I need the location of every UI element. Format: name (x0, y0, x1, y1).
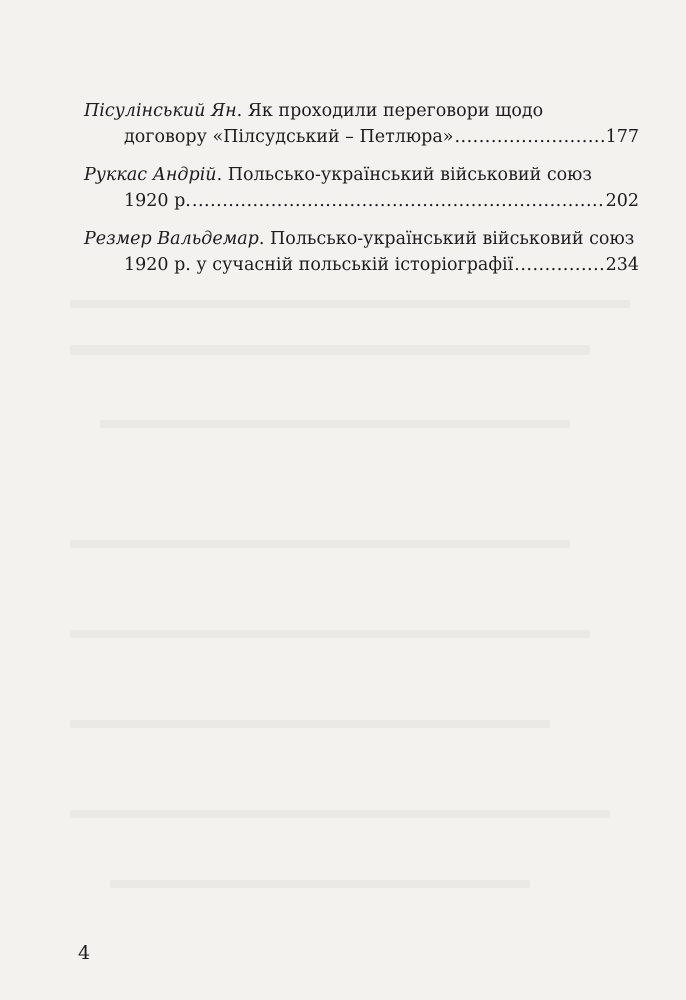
toc-entry-second-line (84, 124, 639, 150)
show-through-texture (70, 630, 590, 638)
toc-entry (84, 98, 639, 150)
toc-entry-second-line (84, 188, 639, 214)
show-through-texture (70, 810, 610, 818)
toc-page-number: 234 (605, 255, 639, 275)
show-through-texture (100, 420, 570, 428)
toc-entry-first-line (84, 98, 639, 124)
toc-entry (84, 162, 639, 214)
toc-entry-first-line (84, 226, 639, 252)
show-through-texture (70, 540, 570, 548)
toc-title: Польсько-український військовий союз (270, 229, 635, 249)
dot-leader (192, 188, 605, 214)
page-number: 4 (78, 942, 91, 964)
toc-page-number: 177 (605, 127, 639, 147)
table-of-contents (84, 98, 639, 290)
show-through-texture (70, 720, 550, 728)
toc-title: Польсько-український військовий союз (227, 165, 592, 185)
toc-entry (84, 226, 639, 278)
toc-title-continued: 1920 р. (124, 191, 191, 211)
toc-entry-first-line (84, 162, 639, 188)
toc-separator: . (258, 229, 271, 249)
dot-leader (454, 124, 604, 150)
dot-leader (514, 252, 604, 278)
toc-author: Руккас Андрій (84, 165, 217, 185)
show-through-texture (70, 300, 630, 308)
show-through-texture (70, 345, 590, 355)
toc-title-continued: 1920 р. у сучасній польській історіографії (124, 255, 514, 275)
toc-author: Пісулінський Ян (84, 101, 237, 121)
toc-page-number: 202 (605, 191, 639, 211)
toc-separator: . (216, 165, 228, 185)
toc-separator: . (236, 101, 248, 121)
toc-author: Резмер Вальдемар (84, 229, 259, 249)
show-through-texture (110, 880, 530, 888)
toc-title: Як проходили переговори щодо (247, 101, 544, 121)
toc-title-continued: договору «Пілсудський – Петлюра» (124, 127, 454, 147)
toc-entry-second-line (84, 252, 639, 278)
